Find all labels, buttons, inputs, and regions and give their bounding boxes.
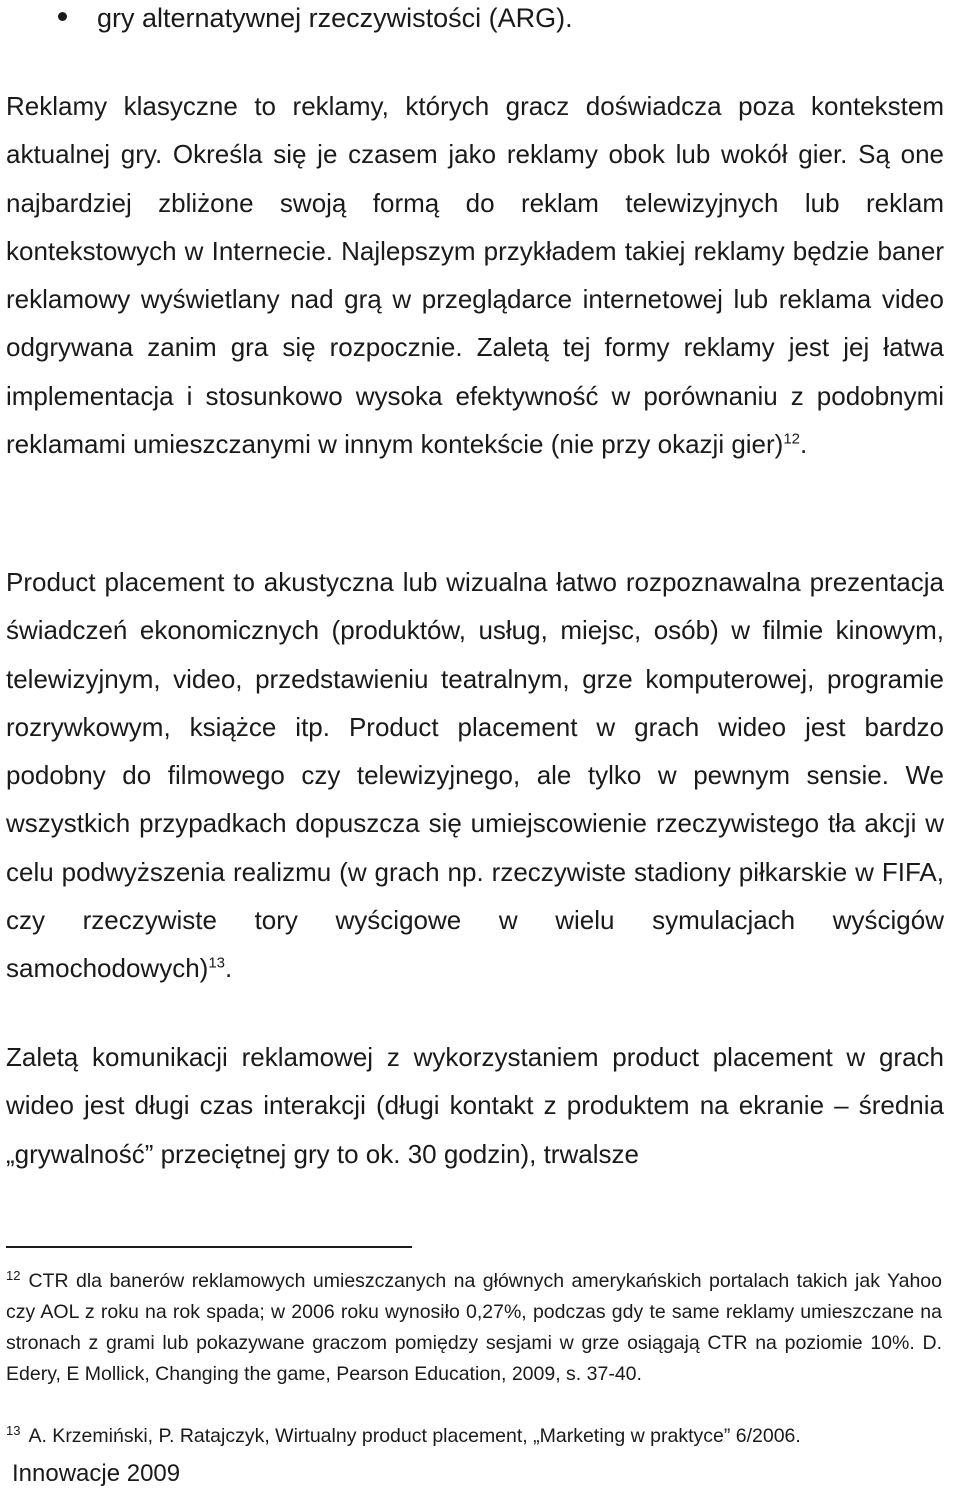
footnote-text: CTR dla banerów reklamowych umieszczanych na głównych amerykańskich portalach takich jak Yahoo czy AOL z roku na rok spada; w 2006 roku wynosiło 0,27%, podczas gdy te same reklamy umieszczane na stronach z grami lub pokazywane graczom pomiędzy sesjami w grze osiągają CTR na poziomie 10%. D. Edery, E Mollick, Changing the game, Pearson Education, 2009, s. 37-40. <box>6 1270 942 1385</box>
paragraph-advantages <box>6 1033 944 1178</box>
bullet-dot-icon <box>58 12 67 21</box>
paragraph-text: Zaletą komunikacji reklamowej z wykorzystaniem product placement w grach wideo jest długi czas interakcji (długi kontakt z produktem na ekranie – średnia „grywalność” przeciętnej gry to ok. 30 godzin), trwalsze <box>6 1042 944 1169</box>
paragraph-text: Product placement to akustyczna lub wizualna łatwo rozpoznawalna prezentacja świadczeń ekonomicznych (produktów, usług, miejsc, osób) w filmie kinowym, telewizyjnym, video, przedstawieniu teatralnym, grze komputerowej, programie rozrywkowym, książce itp. Product placement w grach wideo jest bardzo podobny do filmowego czy telewizyjnego, ale tylko w pewnym sensie. We wszystkich przypadkach dopuszcza się umiejscowienie rzeczywistego tła akcji w celu podwyższenia realizmu (w grach np. rzeczywiste stadiony piłkarskie w FIFA, czy rzeczywiste tory wyścigowe w wielu symulacjach wyścigów samochodowych) <box>6 567 944 984</box>
paragraph-classic-ads <box>6 82 944 468</box>
footnote-13 <box>6 1421 942 1452</box>
footnote-number: 12 <box>6 1267 21 1283</box>
paragraph-tail: . <box>800 429 808 460</box>
page-footer: Innowacje 2009 <box>12 1460 181 1487</box>
footnote-text: A. Krzemiński, P. Ratajczyk, Wirtualny product placement, „Marketing w praktyce” 6/2006. <box>28 1425 801 1447</box>
footnote-ref-13[interactable]: 13 <box>208 954 225 972</box>
footnote-ref-12[interactable]: 12 <box>783 430 801 448</box>
footnote-number: 13 <box>6 1422 21 1438</box>
footnote-separator <box>6 1246 412 1248</box>
bullet-list-item <box>58 0 573 36</box>
paragraph-text: Reklamy klasyczne to reklamy, których gracz doświadcza poza kontekstem aktualnej gry. Określa się je czasem jako reklamy obok lub wokół gier. Są one najbardziej zbliżone swoją formą do reklam telewizyjnych lub reklam kontekstowych w Internecie. Najlepszym przykładem takiej reklamy będzie baner reklamowy wyświetlany nad grą w przeglądarce internetowej lub reklama video odgrywana zanim gra się rozpocznie. Zaletą tej formy reklamy jest jej łatwa implementacja i stosunkowo wysoka efektywność w porównaniu z podobnymi reklamami umieszczanymi w innym kontekście (nie przy okazji gier) <box>6 91 944 460</box>
bullet-text: gry alternatywnej rzeczywistości (ARG). <box>97 3 573 33</box>
paragraph-product-placement <box>6 558 944 993</box>
footnote-12 <box>6 1266 942 1390</box>
paragraph-tail: . <box>225 953 233 984</box>
